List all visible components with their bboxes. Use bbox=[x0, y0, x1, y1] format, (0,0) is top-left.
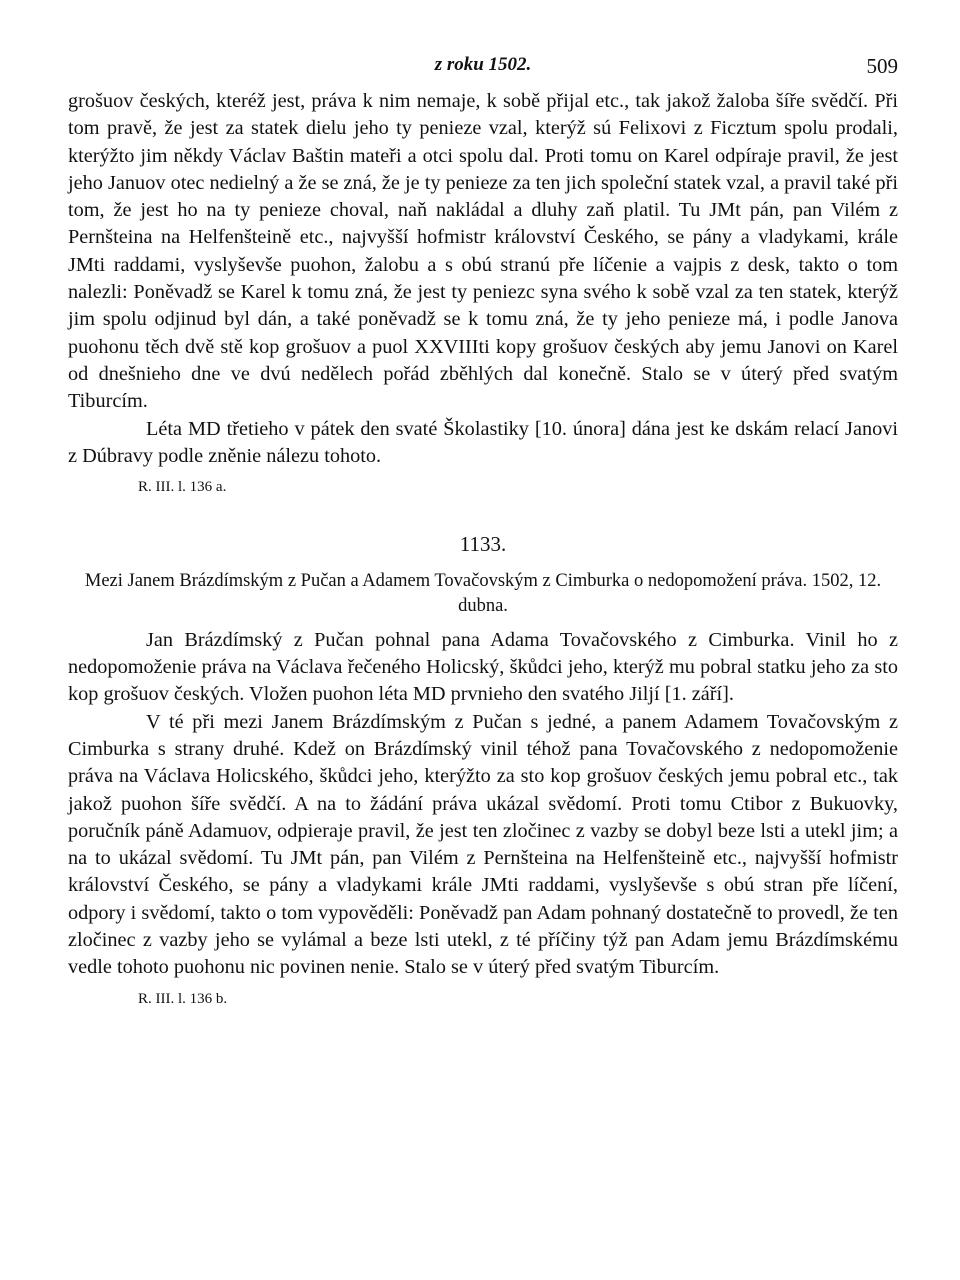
running-title: z roku 1502. bbox=[434, 54, 532, 75]
entry-number: 1133. bbox=[459, 532, 507, 557]
source-citation: R. III. l. 136 b. bbox=[138, 990, 228, 1007]
running-header bbox=[68, 48, 898, 88]
document-page bbox=[68, 48, 898, 1013]
paragraph-summons: Jan Brázdímský z Pučan pohnal pana Adama Tovačovského z Cimburka. Vinil ho z nedopomoženie práva na Václava řečeného Holicský, škůdci jeho, kterýž mu pobral statku jeho za sto kop grošuov českých. Vložen puohon léta MD prvnieho den svatého Jiljí [1. září]. bbox=[68, 628, 898, 706]
page-number: 509 bbox=[866, 54, 898, 78]
source-citation: R. III. l. 136 a. bbox=[138, 479, 227, 496]
entry-heading: Mezi Janem Brázdímským z Pučan a Adamem Tovačovským z Cimburka o nedopomožení práva. 1502, 12. dubna. bbox=[84, 570, 882, 616]
paragraph-relation: Léta MD třetieho v pátek den svaté Školastiky [10. února] dána jest ke dskám relací Janovi z Dúbravy podle zněnie nálezu tohoto. bbox=[68, 417, 898, 467]
body-text bbox=[68, 88, 898, 1013]
paragraph-continued: grošuov českých, kteréž jest, práva k nim nemaje, k sobě přijal etc., tak jakož žaloba šíře svědčí. Při tom pravě, že jest za statek dielu jeho ty penieze vzal, kterýž sú Felixovi z Ficztum spolu prodali, kterýžto jim někdy Václav Baštin mateři a otci spolu dal. Proti tomu on Karel odpíraje pravil, že jest jeho Januov otec nedielný a že se zná, že je ty penieze za ten jich společní statek vzal, a pravil také při tom, že jest ho na ty penieze choval, naň nakládal a dluhy zaň platil. Tu JMt pán, pan Vilém z Pernšteina na Helfenšteině etc., najvyšší hofmistr království Českého, se pány a vladykami, krále JMti raddami, vyslyševše puohon, žalobu a s obú stranú pře líčenie a vajpis z desk, takto o tom nalezli: Poněvadž se Karel k tomu zná, že jest ty peniezc syna svého k sobě vzal za ten statek, kterýž jim spolu odjinud byl dán, a také poněvadž se k tomu zná, že ty jeho penieze má, i podle Janova puohonu těch dvě stě kop grošuov a puol XXVIIIti kopy grošuov českých aby jemu Janovi on Karel od dnešnieho dne ve dvú nedělech pořád zběhlých dal konečně. Stalo se v úterý před svatým Tiburcím. bbox=[68, 90, 898, 413]
paragraph-verdict: V té při mezi Janem Brázdímským z Pučan s jedné, a panem Adamem Tovačovským z Cimburka s strany druhé. Kdež on Brázdímský vinil téhož pana Tovačovského z nedopomoženie práva na Václava Holicského, škůdci jeho, kterýžto za sto kop grošuov českých jemu pobral etc., tak jakož puohon šíře svědčí. A na to žádání práva ukázal svědomí. Proti tomu Ctibor z Bukuovky, poručník páně Adamuov, odpieraje pravil, že jest ten zločinec z vazby se dobyl beze lsti a utekl jim; a na to ukázal svědomí. Tu JMt pán, pan Vilém z Pernšteina na Helfenšteině etc., najvyšší hofmistr království Českého, se pány a vladykami krále JMti raddami, vyslyševše s obú stran pře líčení, odpory i svědomí, takto o tom vypověděli: Poněvadž pan Adam pohnaný dostatečně to provedl, že ten zločinec z vazby jeho se vylámal a beze lsti utekl, z té příčiny týž pan Adam jemu Brázdímskému vedle tohoto puohonu nic povinen nenie. Stalo se v úterý před svatým Tiburcím. bbox=[68, 710, 898, 979]
